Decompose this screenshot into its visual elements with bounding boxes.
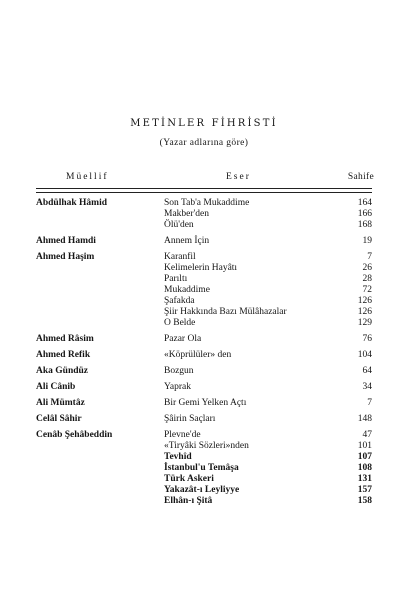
index-entry: [0, 398, 408, 409]
page-number: 76: [362, 334, 372, 344]
work-title: Mukaddime: [164, 285, 210, 295]
page-number: 126: [357, 307, 372, 317]
index-entry: [0, 252, 408, 263]
work-title: O Belde: [164, 318, 196, 328]
work-title: Yaprak: [164, 382, 192, 392]
index-entry: [0, 366, 408, 377]
column-header-page: Sahife: [347, 172, 374, 182]
index-entry: [0, 296, 408, 307]
index-entry: [0, 274, 408, 285]
page-number: 164: [357, 198, 372, 208]
author-group: [0, 350, 408, 361]
work-title: Annem İçin: [164, 236, 210, 246]
page-number: 126: [357, 296, 372, 306]
page-number: 104: [357, 350, 372, 360]
author-name: Ahmed Râsim: [36, 334, 94, 344]
index-entry: [0, 209, 408, 220]
column-header-work: Eser: [226, 172, 251, 182]
page-number: 168: [357, 220, 372, 230]
index-entry: [0, 307, 408, 318]
author-name: Ahmed Hamdi: [36, 236, 96, 246]
work-title: Plevne'de: [164, 430, 201, 440]
author-name: Aka Gündüz: [36, 366, 89, 376]
page-number: 131: [357, 474, 372, 484]
author-name: Ahmed Refik: [36, 350, 91, 360]
index-entry: [0, 496, 408, 507]
index-entry: [0, 463, 408, 474]
index-entry: [0, 430, 408, 441]
page-number: 47: [362, 430, 372, 440]
page-number: 101: [357, 441, 372, 451]
index-entry: [0, 220, 408, 231]
page-title: METİNLER FİHRİSTİ: [130, 118, 278, 129]
page-number: 26: [362, 263, 372, 273]
author-group: [0, 382, 408, 393]
header-rule-bottom: [36, 192, 372, 193]
work-title: Makber'den: [164, 209, 209, 219]
author-group: [0, 236, 408, 247]
work-title: Bozgun: [164, 366, 194, 376]
index-entry: [0, 414, 408, 425]
work-title: Kelimelerin Hayâtı: [164, 263, 238, 273]
page-number: 158: [357, 496, 372, 506]
work-title: «Tiryâki Sözleri»nden: [164, 441, 249, 451]
author-name: Celâl Sâhir: [36, 414, 82, 424]
index-list: [0, 198, 408, 512]
index-entry: [0, 285, 408, 296]
index-entry: [0, 350, 408, 361]
work-title: Parıltı: [164, 274, 188, 284]
page-number: 34: [362, 382, 372, 392]
work-title: Son Tab'a Mukaddime: [164, 198, 250, 208]
work-title: Yakazât-ı Leyliyye: [164, 485, 240, 495]
work-title: Elhân-ı Şitâ: [164, 496, 213, 506]
index-entry: [0, 474, 408, 485]
page-number: 107: [357, 452, 372, 462]
page-number: 129: [357, 318, 372, 328]
index-entry: [0, 485, 408, 496]
author-group: [0, 252, 408, 329]
author-group: [0, 366, 408, 377]
work-title: Pazar Ola: [164, 334, 202, 344]
work-title: Şafakda: [164, 296, 195, 306]
author-name: Abdülhak Hâmid: [36, 198, 108, 208]
author-name: Ali Mümtâz: [36, 398, 85, 408]
work-title: Şâirin Saçları: [164, 414, 216, 424]
work-title: Tevhîd: [164, 452, 192, 462]
author-group: [0, 334, 408, 345]
author-group: [0, 430, 408, 507]
work-title: Şiir Hakkında Bazı Mülâhazalar: [164, 307, 287, 317]
author-group: [0, 414, 408, 425]
work-title: Karanfil: [164, 252, 196, 262]
author-name: Cenâb Şehâbeddin: [36, 430, 113, 440]
author-name: Ahmed Haşim: [36, 252, 95, 262]
index-entry: [0, 236, 408, 247]
author-group: [0, 198, 408, 231]
work-title: Bir Gemi Yelken Açtı: [164, 398, 247, 408]
page-number: 7: [367, 252, 372, 262]
work-title: İstanbul'u Temâşa: [164, 463, 239, 473]
work-title: Ölü'den: [164, 220, 194, 230]
index-entry: [0, 441, 408, 452]
header-rule-top: [36, 188, 372, 189]
index-entry: [0, 318, 408, 329]
work-title: «Köprülüler» den: [164, 350, 232, 360]
index-entry: [0, 263, 408, 274]
page-number: 7: [367, 398, 372, 408]
index-entry: [0, 334, 408, 345]
page-number: 28: [362, 274, 372, 284]
work-title: Türk Askeri: [164, 474, 214, 484]
page-number: 72: [362, 285, 372, 295]
page-number: 166: [357, 209, 372, 219]
index-entry: [0, 382, 408, 393]
page-subtitle: (Yazar adlarına göre): [159, 138, 249, 148]
index-entry: [0, 452, 408, 463]
page-number: 108: [357, 463, 372, 473]
index-entry: [0, 198, 408, 209]
page-number: 64: [362, 366, 372, 376]
page-number: 148: [357, 414, 372, 424]
page-number: 19: [362, 236, 372, 246]
author-group: [0, 398, 408, 409]
column-header-author: Müellif: [66, 172, 109, 182]
author-name: Ali Cânib: [36, 382, 76, 392]
page-number: 157: [357, 485, 372, 495]
